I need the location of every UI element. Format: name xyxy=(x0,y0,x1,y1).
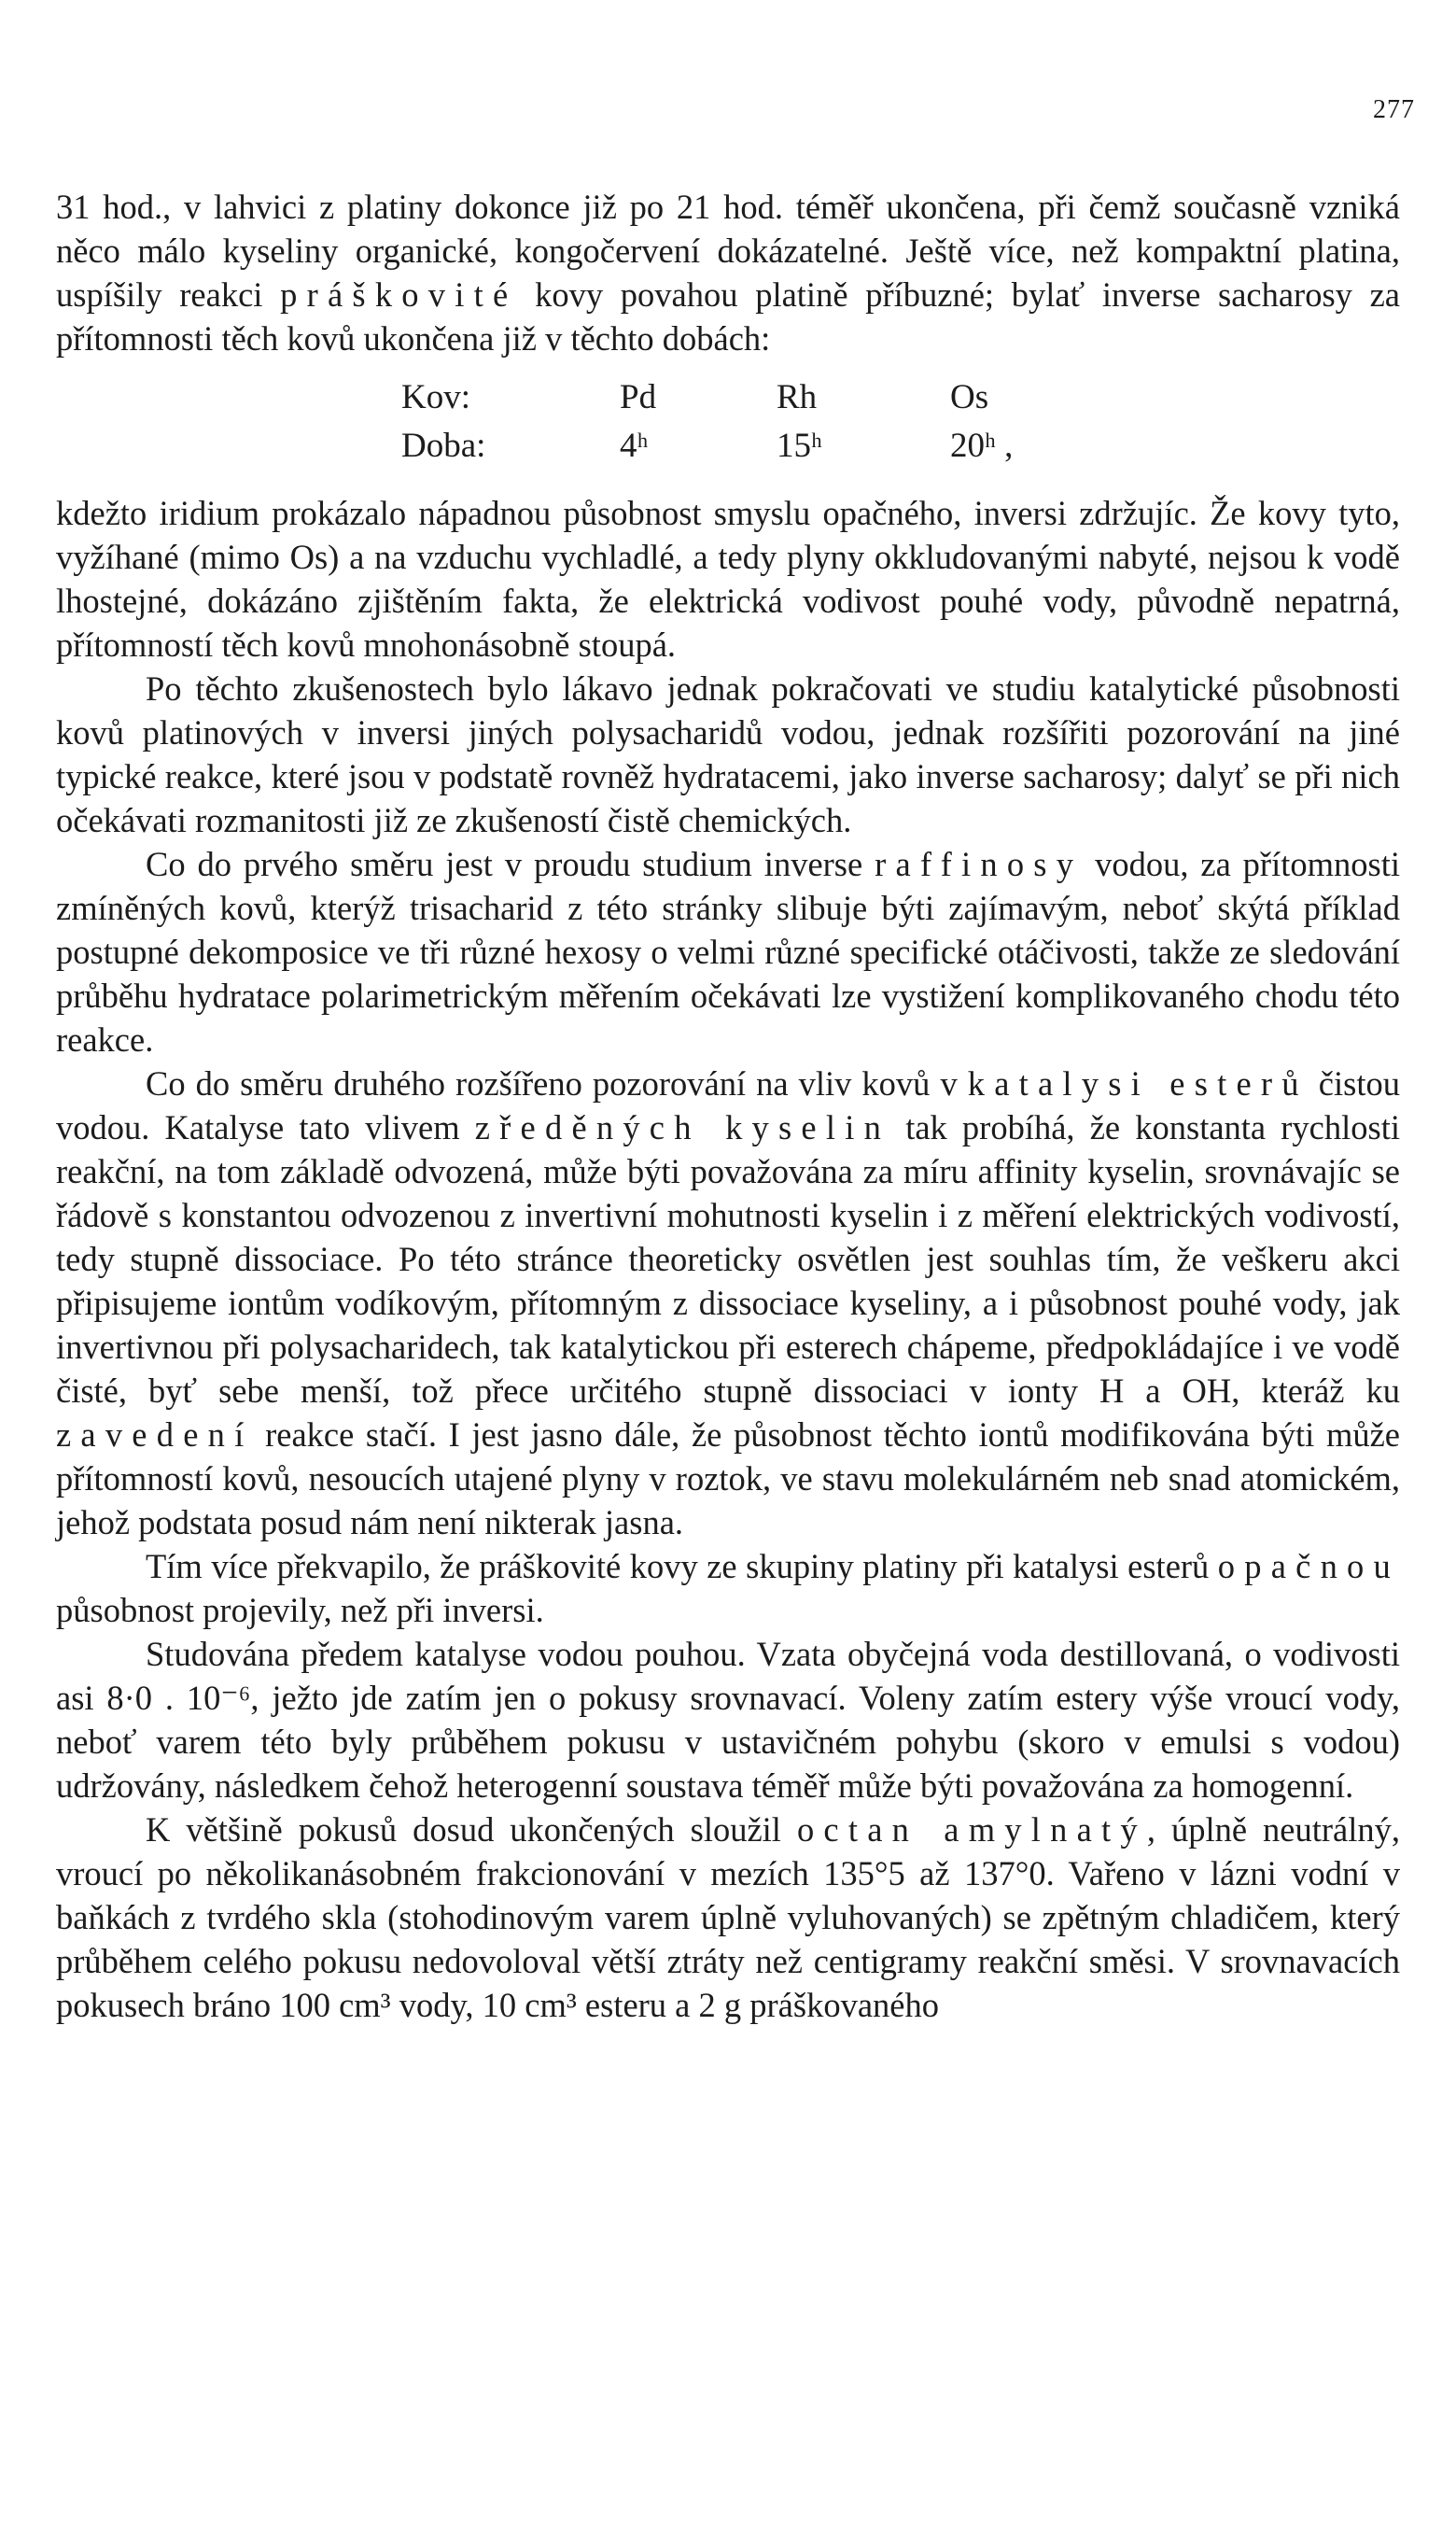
paragraph-1-text-a: 31 hod., v lahvici z platiny dokonce již po 21 hod. téměř ukončena, při čemž současně vzniká něco málo kyseliny organické, kongočervení dokázatelné. Ještě více, než kompaktní platina, uspíšily reakci xyxy=(56,188,1400,314)
table-cell-rh: Rh xyxy=(777,378,818,416)
paragraph-5-text-g: reakce stačí. I jest jasno dále, že působnost těchto iontů modifikována býti může přítomností kovů, nesoucích utajené plyny v roztok, ve stavu molekulárném neb snad atomickém, jehož podstata posud nám není nikterak jasna. xyxy=(56,1415,1400,1541)
table-cell-kov-label: Kov: xyxy=(401,378,470,416)
table-cell-time-rh: 15ʰ xyxy=(777,427,822,465)
metal-time-table xyxy=(401,373,1400,471)
table-cell-doba-label: Doba: xyxy=(401,427,486,465)
emphasis-opacnou: opačnou xyxy=(1217,1547,1400,1585)
paragraph-8-text-c: , úplně neutrálný, vroucí po několikanásobném frakcionování v mezích 135°5 až 137°0. Vařeno v lázni vodní v baňkách z tvrdého skla (stohodinovým varem úplně vyluhovaných) se zpětným chladičem, který průběhem celého pokusu nedovoloval větší ztráty než centigramy reakční směsi. V srovnavacích pokusech bráno 100 cm³ vody, 10 cm³ esteru a 2 g práškovaného xyxy=(56,1810,1400,2024)
paragraph-2: kdežto iridium prokázalo nápadnou působnost smyslu opačného, inversi zdržujíc. Že kovy tyto, vyžíhané (mimo Os) a na vzduchu vychladlé, a tedy plyny okkludovanými nabyté, nejsou k vodě lhostejné, dokázáno zjištěním fakta, že elektrická vodivost pouhé vody, původně nepatrná, přítomností těch kovů mnohonásobně stoupá. xyxy=(56,494,1400,664)
paragraph-4-text-c: vodou, za přítomnosti zmíněných kovů, kterýž trisacharid z této stránky slibuje býti zajímavým, neboť skýtá příklad postupné dekomposice ve tři různé hexosy o velmi různé specifické otáčivosti, takže ze sledování průběhu hydratace polarimetrickým měřením očekávati lze vystižení komplikovaného chodu této reakce. xyxy=(56,845,1400,1059)
emphasis-katalysi-esteru: katalysi esterů xyxy=(967,1064,1309,1103)
table-cell-pd: Pd xyxy=(620,378,657,416)
paragraph-5-text-c: čistou vodou. Katalyse tato vlivem xyxy=(56,1064,1400,1146)
paragraph-5-text-e: tak probíhá, že konstanta rychlosti reakční, na tom základě odvozená, může býti považována za míru affinity kyselin, srovnávajíc se řádově s konstantou odvozenou z invertivní mohutnosti kyselin i z měření elektrických vodivostí, tedy stupně dissociace. Po této stránce theoreticky osvětlen jest souhlas tím, že veškeru akci připisujeme iontům vodíkovým, přítomným z dissociace kyseliny, a i působnost pouhé vody, jak invertivnou při polysacharidech, tak katalytickou při esterech chápeme, předpokládajíce i ve vodě čisté, byť sebe menší, tož přece určitého stupně dissociaci v ionty H a OH, kteráž ku xyxy=(56,1108,1400,1410)
paragraph-3: Po těchto zkušenostech bylo lákavo jednak pokračovati ve studiu katalytické působnosti kovů platinových v inversi jiných polysacharidů vodou, jednak rozšířiti pozorování na jiné typické reakce, které jsou v podstatě rovněž hydratacemi, jako inverse sacharosy; dalyť se při nich očekávati rozmanitosti již ze zkušeností čistě chemických. xyxy=(56,669,1400,839)
paragraph-5 xyxy=(56,1062,1400,1544)
paragraph-6-text-a: Tím více překvapilo, že práškovité kovy ze skupiny platiny při katalysi esterů xyxy=(146,1547,1218,1585)
paragraph-5-text-a: Co do směru druhého rozšířeno pozorování na vliv kovů v xyxy=(146,1064,968,1103)
paragraph-6-text-c: působnost projevily, než při inversi. xyxy=(56,1591,544,1629)
table-cell-time-os: 20ʰ , xyxy=(950,427,1014,465)
emphasis-zavedeni: zavedení xyxy=(56,1415,254,1454)
paragraph-1-text-c: kovy povahou platině příbuzné; bylať inverse sacharosy za přítomnosti těch kovů ukončena již v těchto dobách: xyxy=(56,275,1401,358)
paragraph-7: Studována předem katalyse vodou pouhou. Vzata obyčejná voda destillovaná, o vodivosti asi 8·0 . 10⁻⁶, ježto jde zatím jen o pokusy srovnavací. Voleny zatím estery výše vroucí vody, neboť varem této byly průběhem pokusu v ustavičném pohybu (skoro v emulsi s vodou) udržovány, následkem čehož heterogenní soustava téměř může býti považována za homogenní. xyxy=(56,1635,1400,1805)
paragraph-8 xyxy=(56,1808,1400,2027)
paragraph-6 xyxy=(56,1544,1400,1632)
emphasis-praskovite: práškovité xyxy=(280,275,518,314)
paragraph-4-text-a: Co do prvého směru jest v proudu studium inverse xyxy=(146,845,875,883)
text-column xyxy=(56,185,1400,2027)
table-cell-time-pd: 4ʰ xyxy=(620,427,649,465)
paragraph-4 xyxy=(56,842,1400,1062)
page-number: 277 xyxy=(1373,95,1415,124)
emphasis-octan-amylnaty: octan amylnatý xyxy=(796,1810,1147,1849)
emphasis-zredenych-kyselin: zředěných kyselin xyxy=(474,1108,891,1146)
paragraph-8-text-a: K většině pokusů dosud ukončených sloužil xyxy=(146,1810,797,1849)
table-cell-os: Os xyxy=(950,378,989,416)
paragraph-1 xyxy=(56,185,1400,360)
emphasis-raffinosy: raffinosy xyxy=(875,845,1084,883)
